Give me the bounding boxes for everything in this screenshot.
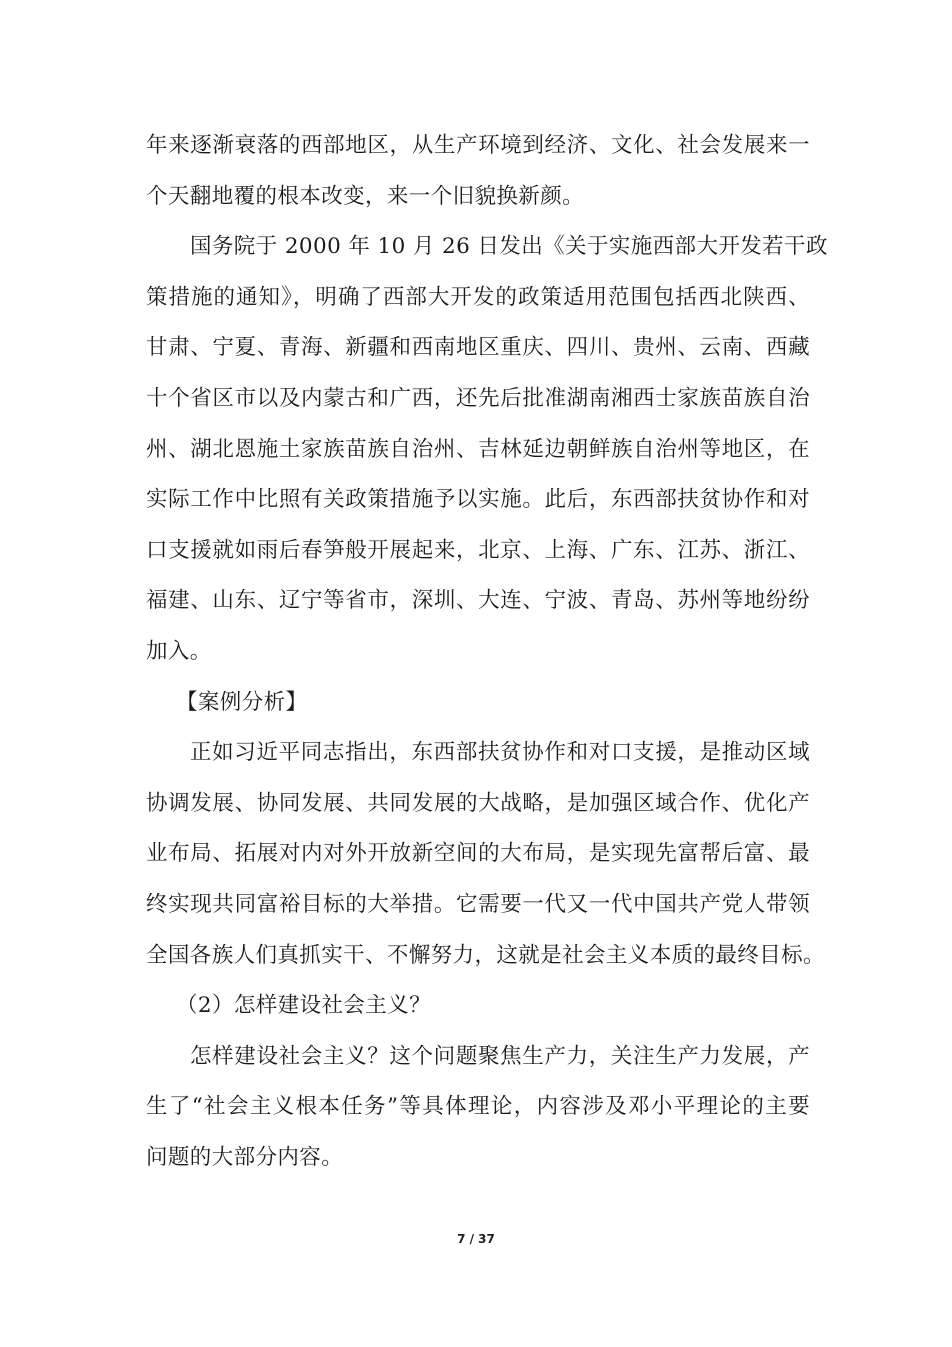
document-body [146,121,828,1183]
section-heading: 【案例分析】 [176,689,308,715]
text-line: 业布局、拓展对内对外开放新空间的大布局，是实现先富帮后富、最 [146,841,810,867]
text-line: 甘肃、宁夏、青海、新疆和西南地区重庆、四川、贵州、云南、西藏 [146,335,810,361]
text-line: 终实现共同富裕目标的大举措。它需要一代又一代中国共产党人带领 [146,891,810,917]
subsection-heading: （2）怎样建设社会主义？ [176,993,431,1019]
paragraph-start-line: 正如习近平同志指出，东西部扶贫协作和对口支援，是推动区域 [190,740,810,766]
text-line: 问题的大部分内容。 [146,1144,344,1170]
text-line: 加入。 [146,638,212,664]
text-line: 协调发展、协同发展、共同发展的大战略，是加强区域合作、优化产 [146,790,810,816]
text-line: 策措施的通知》，明确了西部大开发的政策适用范围包括西北陕西、 [146,284,810,310]
paragraph-start-line: 怎样建设社会主义？这个问题聚焦生产力，关注生产力发展，产 [190,1043,810,1069]
paragraph-start-line: 国务院于 2000 年 10 月 26 日发出《关于实施西部大开发若干政 [190,234,828,260]
text-line: 州、湖北恩施土家族苗族自治州、吉林延边朝鲜族自治州等地区，在 [146,436,810,462]
text-line: 个天翻地覆的根本改变，来一个旧貌换新颜。 [146,183,585,209]
text-line: 年来逐渐衰落的西部地区，从生产环境到经济、文化、社会发展来一 [146,133,810,158]
text-line: 实际工作中比照有关政策措施予以实施。此后，东西部扶贫协作和对 [146,487,810,513]
text-line: 福建、山东、辽宁等省市，深圳、大连、宁波、青岛、苏州等地纷纷 [146,588,810,614]
page-number: 7 / 37 [457,1232,495,1246]
text-line: 十个省区市以及内蒙古和广西，还先后批准湖南湘西士家族苗族自治 [146,385,810,411]
text-line: 生了“社会主义根本任务”等具体理论，内容涉及邓小平理论的主要 [146,1094,810,1120]
text-line: 全国各族人们真抓实干、不懈努力，这就是社会主义本质的最终目标。 [146,942,825,968]
text-line: 口支援就如雨后春笋般开展起来，北京、上海、广东、江苏、浙江、 [146,537,810,563]
